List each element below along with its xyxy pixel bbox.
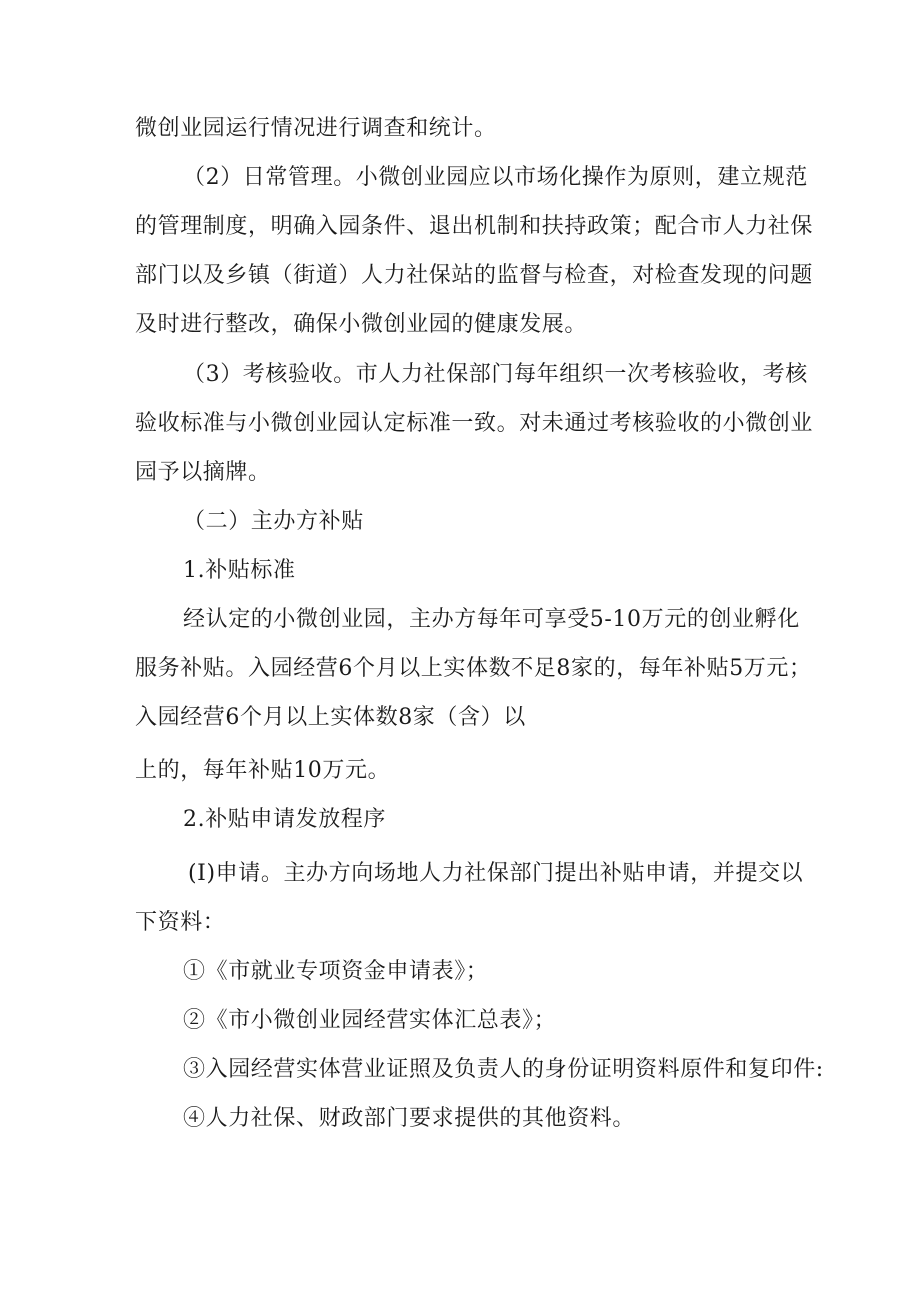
paragraph-line: 上的，每年补贴10万元。: [135, 758, 391, 783]
paragraph-line: 部门以及乡镇（街道）人力社保站的监督与检查，对检查发现的问题: [135, 263, 814, 288]
paragraph-line: 服务补贴。入园经营6个月以上实体数不足8家的，每年补贴5万元；: [135, 656, 812, 681]
list-item: ④人力社保、财政部门要求提供的其他资料。: [183, 1106, 636, 1131]
paragraph-line: 的管理制度，明确入园条件、退出机制和扶持政策；配合市人力社保: [135, 214, 814, 239]
list-item: ①《市就业专项资金申请表》；: [183, 959, 489, 984]
paragraph-line: 园予以摘牌。: [135, 460, 271, 485]
subsection-heading: 1.补贴标准: [183, 558, 296, 583]
paragraph-line: 及时进行整改，确保小微创业园的健康发展。: [135, 312, 588, 337]
list-item: ③入园经营实体营业证照及负责人的身份证明资料原件和复印件:: [183, 1057, 824, 1082]
paragraph-line: 微创业园运行情况进行调查和统计。: [135, 116, 497, 141]
list-item: ②《市小微创业园经营实体汇总表》；: [183, 1008, 557, 1033]
paragraph-line: （3）考核验收。市人力社保部门每年组织一次考核验收，考核: [183, 362, 808, 387]
paragraph-line: （2）日常管理。小微创业园应以市场化操作为原则，建立规范: [183, 165, 808, 190]
paragraph-line: 入园经营6个月以上实体数8家（含）以: [135, 705, 526, 730]
paragraph-line: 验收标准与小微创业园认定标准一致。对未通过考核验收的小微创业: [135, 411, 814, 436]
subsection-heading: 2.补贴申请发放程序: [183, 807, 386, 832]
section-heading: （二）主办方补贴: [183, 509, 364, 534]
paragraph-line: 经认定的小微创业园，主办方每年可享受5-10万元的创业孵化: [183, 607, 800, 632]
paragraph-line: 下资料：: [135, 910, 226, 935]
paragraph-line: (I)申请。主办方向场地人力社保部门提出补贴申请，并提交以: [188, 861, 804, 886]
